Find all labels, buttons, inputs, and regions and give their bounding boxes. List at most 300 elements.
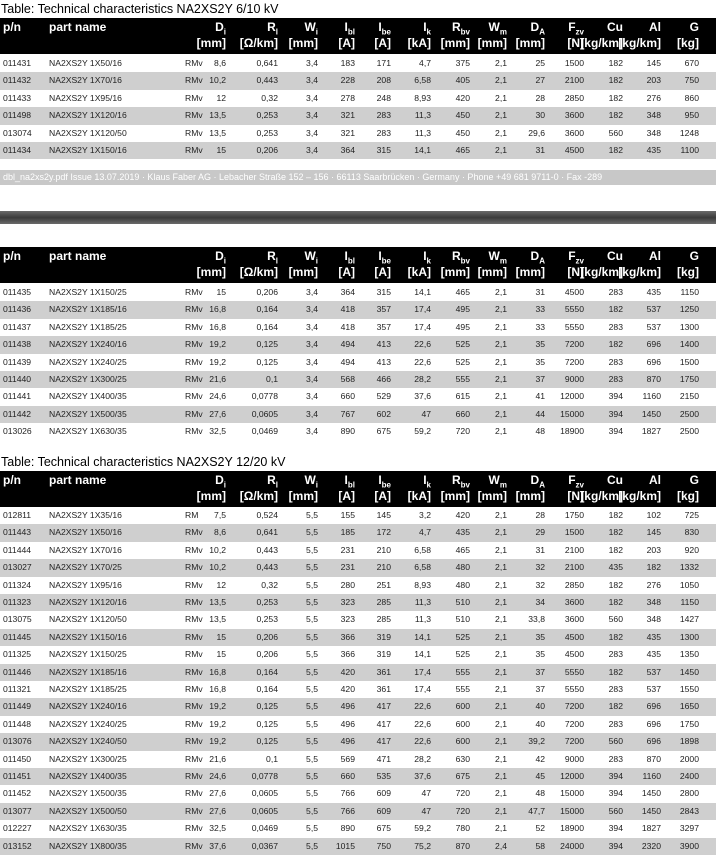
cell-value: 0,0367 [251,840,278,851]
cell-value: 172 [376,527,391,538]
header-symbol: $W_m$ [488,473,507,490]
header-symbol: $I_{be}$ [378,473,391,490]
cell-value: 1450 [641,408,661,419]
header-symbol: $D_A$ [530,473,545,490]
cell-pn: 013027 [3,562,32,573]
header-symbol: $I_{be}$ [378,249,391,266]
cell-value: 537 [646,684,661,694]
cell-value: 0,32 [261,92,278,103]
cell-conductor: RMv [185,649,203,660]
cell-value: 182 [608,92,623,103]
cell-value: 9000 [564,374,584,384]
cell-value: 5,5 [306,666,318,677]
cell-value: 44 [535,408,545,419]
header-unit: [Ω/km] [239,489,278,503]
cell-value: 2150 [679,391,699,402]
header-part-name: part name [49,249,107,263]
cell-value: 45 [535,771,545,781]
cell-value: 4500 [564,631,584,642]
cell-pn: 011448 [3,718,32,729]
cell-value: 2,1 [495,356,507,367]
cell-value: 450 [455,110,470,121]
cell-value: 1750 [679,374,699,384]
cell-value: 450 [455,127,470,138]
cell-value: 17,4 [414,304,431,315]
cell-value: 39,2 [528,736,545,747]
cell-value: 9000 [564,753,584,764]
cell-value: 283 [608,649,623,660]
header-symbol: G [689,473,699,487]
cell-value: 182 [608,110,623,121]
header-unit: [N] [567,36,584,50]
cell-value: 2,1 [495,127,507,138]
cell-value: 11,3 [414,110,431,121]
header-unit: [kg] [677,36,699,50]
header-unit: [kg] [677,265,699,279]
cell-pn: 011433 [3,92,32,103]
cell-value: 3,4 [306,408,318,419]
cell-value: 5,5 [306,701,318,712]
cell-value: 19,2 [209,718,226,729]
cell-value: 3,2 [419,510,431,520]
cell-value: 2850 [564,579,584,590]
cell-conductor: RMv [185,771,203,781]
header-unit: [mm] [440,265,470,279]
cell-value: 2,1 [495,649,507,660]
cell-value: 560 [608,805,623,816]
header-pn: p/n [3,249,21,263]
cell-value: 182 [646,562,661,573]
cell-value: 5,5 [306,631,318,642]
cell-value: 37,6 [414,771,431,781]
cell-value: 145 [376,510,391,520]
cell-conductor: RMv [185,614,203,625]
table-title: Table: Technical characteristics NA2XS2Y 6/10 kV [1,2,279,16]
cell-value: 15 [216,287,226,297]
cell-value: 1015 [335,840,355,851]
cell-value: 435 [646,287,661,297]
cell-part-name: NA2XS2Y 1X400/35 [49,771,127,781]
cell-value: 10,2 [209,544,226,555]
cell-value: 2,1 [495,718,507,729]
cell-pn: 011438 [3,339,32,350]
cell-value: 2100 [564,544,584,555]
header-symbol: $W_i$ [304,473,318,490]
cell-value: 3900 [679,840,699,851]
cell-value: 1248 [679,127,699,138]
cell-value: 315 [376,287,391,297]
cell-part-name: NA2XS2Y 1X240/50 [49,736,127,747]
cell-part-name: NA2XS2Y 1X120/16 [49,597,127,607]
cell-value: 283 [608,287,623,297]
cell-value: 2,1 [495,805,507,816]
cell-conductor: RMv [185,110,203,121]
cell-value: 480 [455,579,470,590]
cell-value: 0,0605 [251,788,278,799]
cell-value: 0,253 [256,110,278,121]
cell-value: 182 [608,304,623,315]
cell-conductor: RMv [185,684,203,694]
cell-value: 1400 [679,339,699,350]
cell-part-name: NA2XS2Y 1X630/35 [49,426,127,437]
cell-value: 8,93 [414,579,431,590]
cell-value: 3,4 [306,58,318,68]
cell-value: 1898 [679,736,699,747]
cell-value: 28 [535,92,545,103]
cell-value: 0,253 [256,597,278,607]
cell-value: 0,125 [256,736,278,747]
cell-pn: 011441 [3,391,32,402]
cell-part-name: NA2XS2Y 1X500/35 [49,408,127,419]
cell-pn: 011325 [3,649,32,660]
cell-value: 34 [535,597,545,607]
cell-value: 1300 [679,321,699,332]
header-unit: [mm] [288,265,318,279]
header-symbol: $F_{zv}$ [568,473,584,490]
cell-part-name: NA2XS2Y 1X500/50 [49,805,127,816]
cell-value: 16,8 [209,684,226,694]
cell-value: 568 [340,374,355,384]
header-unit: [mm] [477,265,507,279]
cell-value: 495 [455,304,470,315]
header-unit: [kA] [407,265,431,279]
cell-conductor: RMv [185,321,203,332]
header-symbol: Al [649,473,661,487]
header-unit: [kg/km] [580,489,623,503]
cell-value: 1750 [564,510,584,520]
cell-pn: 013077 [3,805,32,816]
cell-part-name: NA2XS2Y 1X400/35 [49,391,127,402]
cell-value: 413 [376,356,391,367]
cell-value: 11,3 [414,597,431,607]
cell-value: 364 [340,287,355,297]
cell-value: 0,32 [261,579,278,590]
header-unit: [kg] [677,489,699,503]
cell-value: 413 [376,339,391,350]
cell-value: 860 [684,92,699,103]
cell-pn: 011323 [3,597,32,607]
header-symbol: Cu [607,20,623,34]
table-row [0,838,716,855]
cell-value: 182 [608,579,623,590]
cell-conductor: RMv [185,701,203,712]
cell-value: 5,5 [306,684,318,694]
cell-conductor: RMv [185,58,203,68]
cell-value: 6,58 [414,75,431,86]
cell-value: 555 [455,374,470,384]
cell-value: 529 [376,391,391,402]
cell-value: 33 [535,304,545,315]
cell-value: 420 [340,666,355,677]
cell-value: 465 [455,287,470,297]
table-row [0,125,716,142]
cell-value: 145 [646,527,661,538]
cell-value: 171 [376,58,391,68]
cell-value: 1450 [641,788,661,799]
header-unit: [mm] [288,489,318,503]
cell-value: 510 [455,614,470,625]
header-unit: [kg/km] [618,489,661,503]
cell-value: 555 [455,666,470,677]
cell-conductor: RMv [185,304,203,315]
cell-value: 5,5 [306,805,318,816]
cell-value: 3297 [679,823,699,834]
cell-value: 720 [455,788,470,799]
cell-value: 569 [340,753,355,764]
table-header [0,247,716,283]
cell-value: 182 [608,701,623,712]
cell-value: 2,1 [495,562,507,573]
cell-value: 19,2 [209,339,226,350]
cell-value: 283 [608,718,623,729]
header-unit: [mm] [440,489,470,503]
cell-value: 600 [455,718,470,729]
cell-value: 276 [646,92,661,103]
cell-value: 494 [340,356,355,367]
cell-value: 560 [608,614,623,625]
cell-value: 283 [608,374,623,384]
header-unit: [A] [338,36,355,50]
cell-value: 0,0605 [251,408,278,419]
header-unit: [mm] [515,489,545,503]
cell-pn: 011432 [3,75,32,86]
cell-value: 696 [646,356,661,367]
cell-value: 870 [646,753,661,764]
cell-conductor: RMv [185,666,203,677]
table-row [0,388,716,405]
cell-value: 2500 [679,426,699,437]
cell-value: 182 [608,597,623,607]
cell-value: 33 [535,321,545,332]
cell-value: 1150 [680,597,699,607]
cell-value: 361 [376,684,391,694]
cell-value: 22,6 [414,356,431,367]
cell-value: 182 [608,510,623,520]
table-row [0,90,716,107]
cell-value: 2400 [679,771,699,781]
cell-value: 16,8 [209,321,226,332]
cell-conductor: RMv [185,75,203,86]
cell-value: 2,1 [495,684,507,694]
cell-value: 3,4 [306,304,318,315]
cell-value: 2,1 [495,145,507,155]
header-symbol: $R_l$ [267,473,278,490]
cell-value: 27,6 [209,805,226,816]
cell-value: 15 [216,649,226,660]
cell-value: 2,1 [495,321,507,332]
header-part-name: part name [49,473,107,487]
cell-value: 2,1 [495,788,507,799]
cell-value: 4,7 [419,58,431,68]
cell-value: 3,4 [306,127,318,138]
cell-value: 2320 [641,840,661,851]
cell-value: 696 [646,736,661,747]
table-row [0,507,716,524]
cell-value: 2850 [564,92,584,103]
cell-value: 319 [376,649,391,660]
cell-value: 5,5 [306,510,318,520]
cell-value: 321 [340,127,355,138]
cell-value: 21,6 [209,753,226,764]
cell-value: 720 [455,805,470,816]
cell-value: 2800 [679,788,699,799]
cell-value: 102 [646,510,661,520]
header-symbol: $R_l$ [267,20,278,37]
cell-value: 696 [646,701,661,712]
cell-pn: 011436 [3,304,32,315]
cell-value: 228 [340,75,355,86]
cell-value: 417 [376,701,391,712]
cell-value: 35 [535,649,545,660]
cell-pn: 011445 [3,631,32,642]
cell-value: 13,5 [209,597,226,607]
cell-part-name: NA2XS2Y 1X185/16 [49,666,127,677]
cell-part-name: NA2XS2Y 1X150/25 [49,287,127,297]
header-unit: [A] [374,265,391,279]
cell-value: 660 [340,391,355,402]
header-unit: [Ω/km] [239,36,278,50]
cell-pn: 011431 [3,58,32,68]
cell-value: 2,1 [495,58,507,68]
cell-part-name: NA2XS2Y 1X185/16 [49,304,127,315]
cell-value: 0,206 [256,649,278,660]
cell-value: 0,253 [256,614,278,625]
cell-value: 615 [455,391,470,402]
cell-part-name: NA2XS2Y 1X35/16 [49,510,122,520]
cell-value: 48 [535,788,545,799]
cell-value: 1500 [679,356,699,367]
cell-pn: 011452 [3,788,32,799]
cell-pn: 011449 [3,701,32,712]
header-unit: [A] [338,265,355,279]
cell-value: 496 [340,718,355,729]
cell-value: 0,0469 [251,426,278,437]
cell-value: 5,5 [306,771,318,781]
cell-value: 525 [455,649,470,660]
header-symbol: Cu [607,249,623,263]
cell-value: 357 [376,304,391,315]
cell-value: 3,4 [306,339,318,350]
cell-value: 2,1 [495,544,507,555]
cell-value: 1350 [679,649,699,660]
cell-value: 7200 [564,356,584,367]
cell-part-name: NA2XS2Y 1X300/25 [49,753,127,764]
header-unit: [mm] [288,36,318,50]
cell-conductor: RMv [185,287,203,297]
cell-value: 27 [535,75,545,86]
cell-value: 0,125 [256,701,278,712]
cell-pn: 012811 [3,510,32,520]
table-row [0,336,716,353]
cell-part-name: NA2XS2Y 1X800/35 [49,840,127,851]
cell-part-name: NA2XS2Y 1X185/25 [49,684,127,694]
cell-value: 48 [535,426,545,437]
cell-value: 21,6 [209,374,226,384]
cell-value: 348 [646,597,661,607]
header-unit: [kg/km] [618,265,661,279]
table-row [0,107,716,124]
cell-value: 1160 [642,391,661,402]
cell-pn: 011443 [3,527,32,538]
cell-value: 394 [608,771,623,781]
cell-value: 361 [376,666,391,677]
cell-value: 28 [535,510,545,520]
cell-value: 231 [340,562,355,573]
cell-pn: 011324 [3,579,32,590]
header-symbol: $I_{be}$ [378,20,391,37]
cell-value: 609 [376,788,391,799]
cell-value: 394 [608,408,623,419]
cell-value: 0,125 [256,339,278,350]
header-symbol: $I_k$ [423,473,431,490]
cell-conductor: RMv [185,823,203,834]
table-row [0,698,716,715]
cell-value: 323 [340,597,355,607]
cell-value: 495 [455,321,470,332]
cell-value: 155 [340,510,355,520]
cell-value: 0,206 [256,145,278,155]
cell-value: 560 [608,127,623,138]
cell-value: 285 [376,597,391,607]
cell-part-name: NA2XS2Y 1X70/16 [49,544,122,555]
cell-value: 5550 [564,666,584,677]
cell-value: 3,4 [306,75,318,86]
cell-value: 494 [340,339,355,350]
cell-part-name: NA2XS2Y 1X240/16 [49,701,127,712]
cell-value: 5,5 [306,649,318,660]
cell-value: 17,4 [414,684,431,694]
cell-value: 600 [455,701,470,712]
cell-value: 0,0469 [251,823,278,834]
header-unit: [A] [374,36,391,50]
cell-value: 2,1 [495,701,507,712]
cell-part-name: NA2XS2Y 1X95/16 [49,92,122,103]
cell-value: 14,1 [414,649,431,660]
table-row [0,768,716,785]
cell-value: 15000 [560,805,584,816]
cell-value: 2,1 [495,426,507,437]
header-unit: [kg/km] [580,36,623,50]
cell-value: 394 [608,823,623,834]
cell-value: 465 [455,544,470,555]
cell-pn: 011442 [3,408,32,419]
header-symbol: $D_i$ [215,473,226,490]
cell-value: 231 [340,544,355,555]
header-pn: p/n [3,473,21,487]
cell-value: 602 [376,408,391,419]
header-unit: [mm] [515,265,545,279]
cell-value: 2,1 [495,614,507,625]
cell-value: 35 [535,356,545,367]
cell-value: 59,2 [414,426,431,437]
cell-conductor: RMv [185,788,203,799]
cell-value: 14,1 [414,145,431,155]
cell-value: 471 [376,753,391,764]
cell-value: 766 [340,788,355,799]
cell-conductor: RMv [185,840,203,851]
cell-value: 203 [646,544,661,555]
cell-value: 0,443 [256,75,278,86]
header-unit: [mm] [477,36,507,50]
cell-pn: 011451 [3,771,32,781]
cell-value: 0,1 [266,753,278,764]
header-symbol: Al [649,20,661,34]
cell-value: 1500 [564,58,584,68]
cell-value: 41 [535,391,545,402]
cell-value: 2,1 [495,631,507,642]
cell-value: 3,4 [306,321,318,332]
cell-value: 15000 [560,408,584,419]
